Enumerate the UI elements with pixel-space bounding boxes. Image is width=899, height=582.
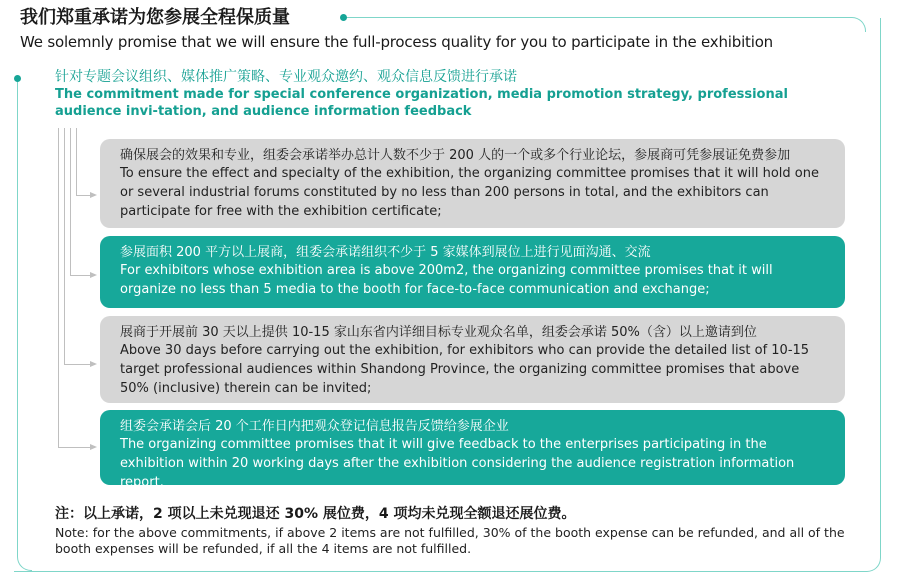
- connector-line: [64, 128, 65, 365]
- arrow-right-icon: [90, 444, 97, 450]
- frame-dot-top: [340, 14, 347, 21]
- commitment-cn: 确保展会的效果和专业，组委会承诺举办总计人数不少于 200 人的一个或多个行业论坛，参展商可凭参展证免费参加: [120, 148, 791, 163]
- section-title-en: The commitment made for special conference organization, media promotion strategy, professional audience invi-tation, and audience information feedback: [55, 87, 788, 119]
- connector-line: [76, 195, 90, 196]
- commitment-en: To ensure the effect and specialty of the exhibition, the organizing committee promises that it will hold one or several industrial forums constituted by no less than 200 persons in total, and the exhibitors can participate for free with the exhibition certificate;: [120, 166, 819, 219]
- frame-dot-left: [14, 75, 21, 82]
- commitment-cn: 参展面积 200 平方以上展商，组委会承诺组织不少于 5 家媒体到展位上进行见面沟通、交流: [120, 245, 651, 260]
- connector-line: [64, 364, 90, 365]
- section-title-cn: 针对专题会议组织、媒体推广策略、专业观众邀约、观众信息反馈进行承诺: [55, 69, 517, 85]
- note-cn: 注：以上承诺，2 项以上未兑现退还 30% 展位费，4 项均未兑现全额退还展位费。: [55, 506, 576, 522]
- connector-line: [76, 128, 77, 196]
- commitment-item-feedback: [100, 410, 845, 490]
- page-title-cn: 我们郑重承诺为您参展全程保质量: [20, 7, 290, 28]
- page-title-en: We solemnly promise that we will ensure the full-process quality for you to participate in the exhibition: [20, 33, 773, 51]
- commitment-cn: 组委会承诺会后 20 个工作日内把观众登记信息报告反馈给参展企业: [120, 419, 509, 434]
- commitment-item-audience: [100, 316, 845, 403]
- commitment-en: Above 30 days before carrying out the exhibition, for exhibitors who can provide the detailed list of 10-15 target professional audiences within Shandong Province, the organizing committee promises that above 50% (inclusive) therein can be invited;: [120, 343, 810, 396]
- commitment-item-forum: [100, 139, 845, 228]
- connector-line: [70, 275, 90, 276]
- commitment-en: For exhibitors whose exhibition area is above 200m2, the organizing committee promises that it will organize no less than 5 media to the booth for face-to-face communication and exchange;: [120, 263, 773, 297]
- connector-line: [58, 447, 90, 448]
- commitment-en: The organizing committee promises that it will give feedback to the enterprises participating in the exhibition within 20 working days after the exhibition considering the audience registration information report.: [120, 437, 795, 490]
- arrow-right-icon: [90, 192, 97, 198]
- arrow-right-icon: [90, 361, 97, 367]
- commitment-item-media: [100, 236, 845, 308]
- note-en: Note: for the above commitments, if above 2 items are not fulfilled, 30% of the booth expense can be refunded, and all of the booth expenses will be refunded, if all the 4 items are not fulfilled.: [55, 525, 845, 556]
- arrow-right-icon: [90, 272, 97, 278]
- connector-line: [70, 128, 71, 276]
- commitment-cn: 展商于开展前 30 天以上提供 10-15 家山东省内详细目标专业观众名单，组委会承诺 50%（含）以上邀请到位: [120, 325, 757, 340]
- connector-line: [58, 128, 59, 448]
- frame-border-left: [17, 78, 32, 571]
